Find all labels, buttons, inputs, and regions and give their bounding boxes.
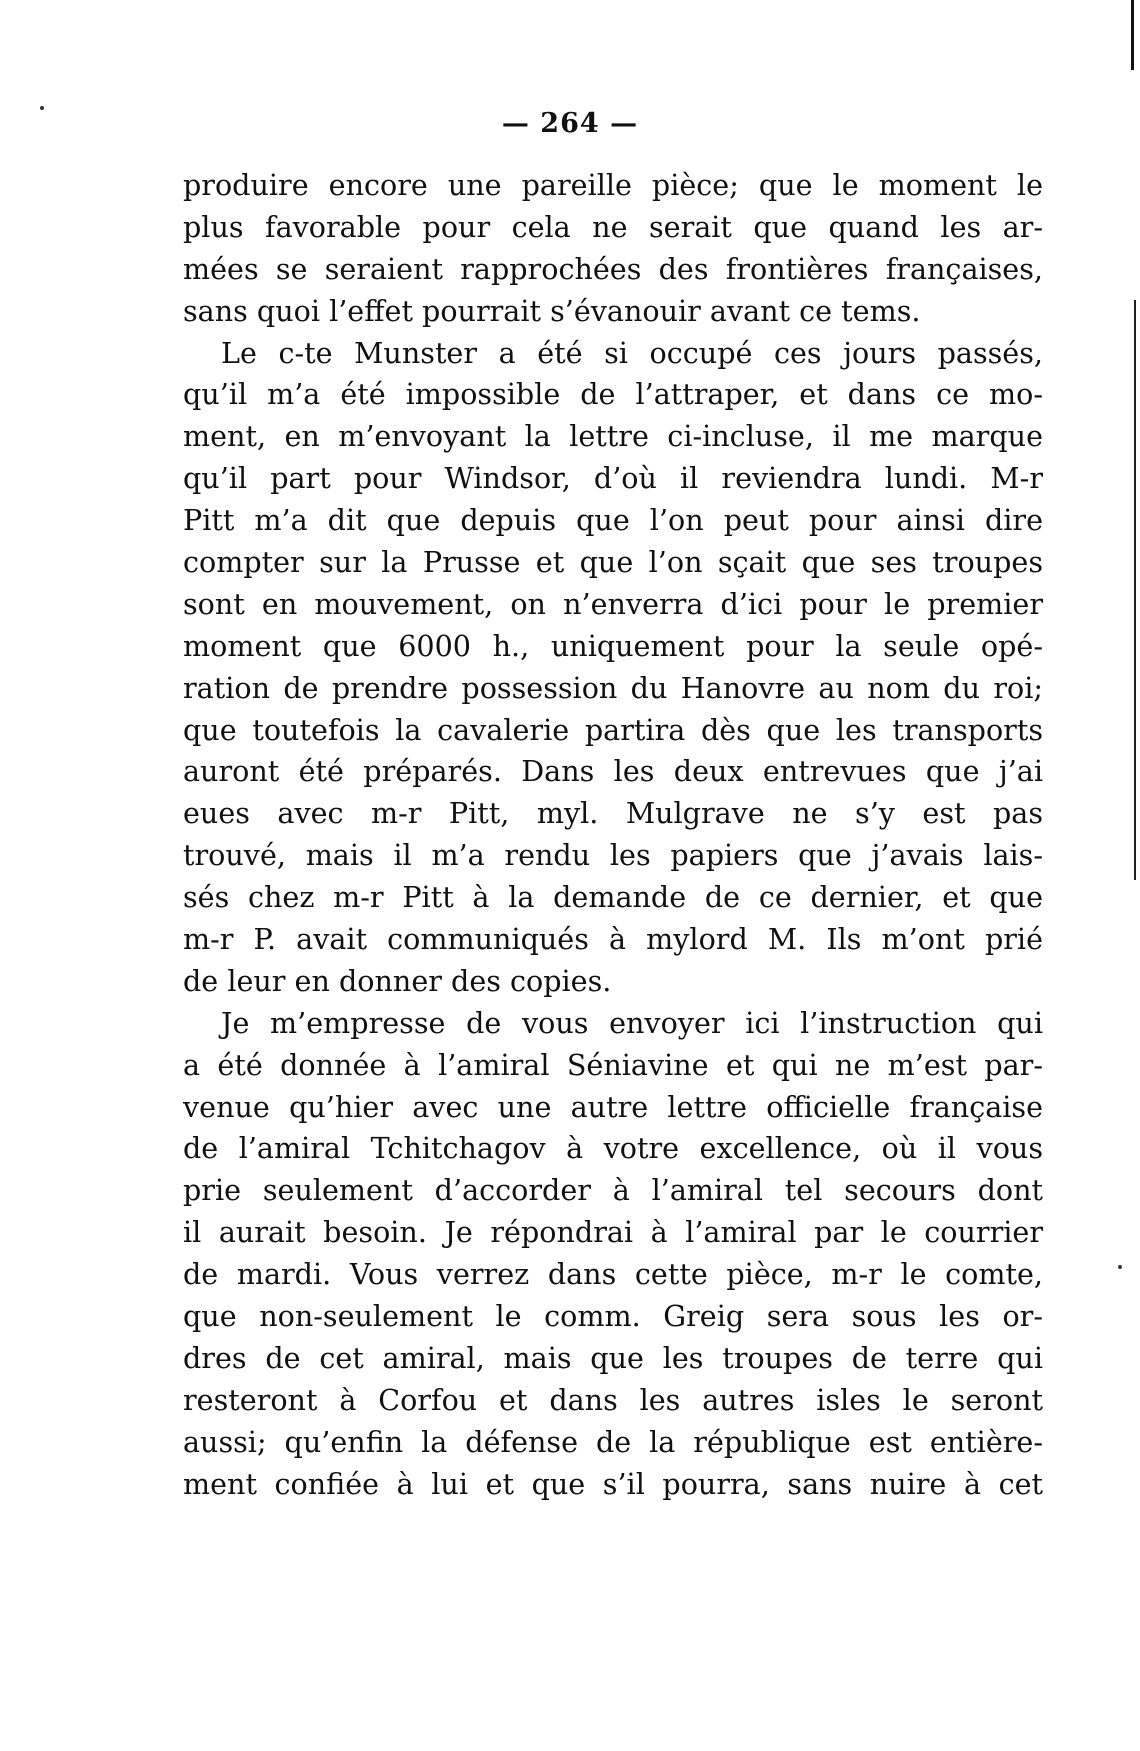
text-line: m-r P. avait communiqués à mylord M. Ils m’ont prié xyxy=(183,922,1043,957)
text-line: ment, en m’envoyant la lettre ci-incluse, il me marque xyxy=(183,419,1043,454)
page-edge-mark xyxy=(1131,0,1134,70)
text-line: sans quoi l’effet pourrait s’évanouir avant ce tems. xyxy=(183,293,921,328)
page-edge-mark xyxy=(1134,300,1136,880)
text-line: Le c-te Munster a été si occupé ces jours passés, xyxy=(221,335,1043,370)
text-line: Je m’empresse de vous envoyer ici l’instruction qui xyxy=(221,1005,1043,1040)
text-line: il aurait besoin. Je répondrai à l’amiral par le courrier xyxy=(183,1215,1043,1250)
text-line: dres de cet amiral, mais que les troupes de terre qui xyxy=(183,1340,1043,1375)
text-line: qu’il part pour Windsor, d’où il reviendra lundi. M-r xyxy=(183,461,1043,496)
text-line: plus favorable pour cela ne serait que quand les ar- xyxy=(183,209,1043,244)
text-line: aussi; qu’enfin la défense de la république est entière- xyxy=(183,1424,1043,1459)
text-line: de mardi. Vous verrez dans cette pièce, m-r le comte, xyxy=(183,1257,1043,1292)
text-line: ment confiée à lui et que s’il pourra, sans nuire à cet xyxy=(183,1466,1043,1501)
body-text xyxy=(183,165,1043,1506)
text-line: venue qu’hier avec une autre lettre officielle française xyxy=(183,1089,1043,1124)
text-line: Pitt m’a dit que depuis que l’on peut pour ainsi dire xyxy=(183,503,1043,538)
text-line: prie seulement d’accorder à l’amiral tel secours dont xyxy=(183,1173,1043,1208)
text-line: ration de prendre possession du Hanovre au nom du roi; xyxy=(183,670,1043,705)
scan-speck xyxy=(1118,1265,1122,1269)
text-line: produire encore une pareille pièce; que le moment le xyxy=(183,168,1043,202)
text-line: de l’amiral Tchitchagov à votre excellence, où il vous xyxy=(183,1131,1043,1166)
text-line: sont en mouvement, on n’enverra d’ici pour le premier xyxy=(183,586,1043,621)
text-line: resteront à Corfou et dans les autres isles le seront xyxy=(183,1382,1043,1417)
page-number: — 264 — xyxy=(501,108,639,139)
text-line: que toutefois la cavalerie partira dès que les transports xyxy=(183,712,1043,747)
text-line: a été donnée à l’amiral Séniavine et qui ne m’est par- xyxy=(183,1047,1043,1082)
text-line: eues avec m-r Pitt, myl. Mulgrave ne s’y est pas xyxy=(183,796,1043,831)
text-line: auront été préparés. Dans les deux entrevues que j’ai xyxy=(183,754,1043,789)
text-line: compter sur la Prusse et que l’on sçait que ses troupes xyxy=(183,545,1043,580)
text-line: qu’il m’a été impossible de l’attraper, et dans ce mo- xyxy=(183,377,1043,412)
text-line: de leur en donner des copies. xyxy=(183,963,612,998)
text-line: trouvé, mais il m’a rendu les papiers que j’avais lais- xyxy=(183,838,1043,873)
text-line: que non-seulement le comm. Greig sera sous les or- xyxy=(183,1299,1043,1334)
text-line: sés chez m-r Pitt à la demande de ce dernier, et que xyxy=(183,880,1043,915)
text-line: moment que 6000 h., uniquement pour la seule opé- xyxy=(183,628,1043,663)
text-line: mées se seraient rapprochées des frontières françaises, xyxy=(183,251,1043,286)
